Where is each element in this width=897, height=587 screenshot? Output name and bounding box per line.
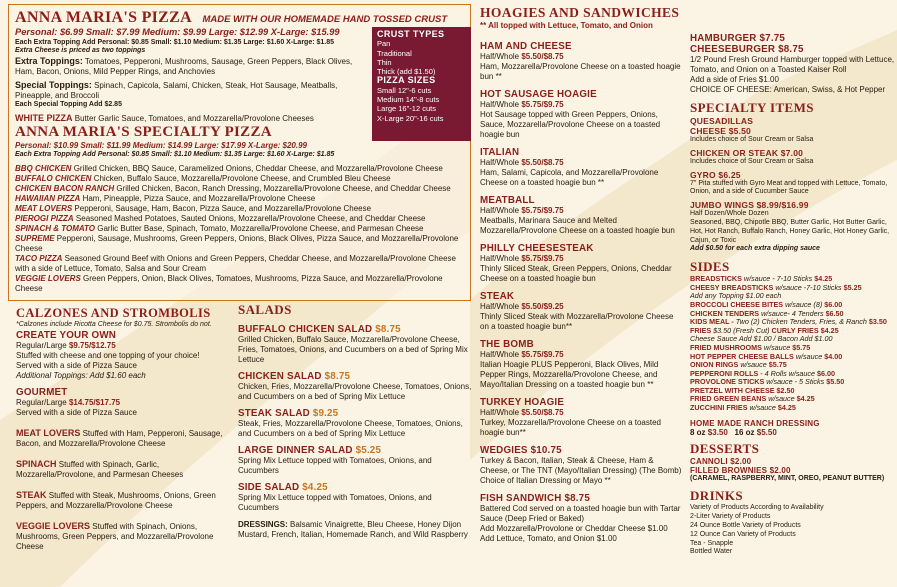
hoagie-size-price: [480, 158, 684, 168]
hoagie-desc: Thinly Sliced Steak with Mozzarella/Provolone Cheese on a toasted hoagie bun**: [480, 312, 674, 331]
calzones-title: CALZONES AND STROMBOLIS: [16, 306, 211, 320]
create-your-own-title: CREATE YOUR OWN: [16, 329, 117, 341]
salad-header: [238, 371, 474, 382]
hoagie-price: $5.75/$9.75: [521, 254, 564, 263]
hoagie-price: $5.50/$9.25: [521, 302, 564, 311]
hoagie-item: [480, 195, 684, 236]
specialty-pizza-item: [15, 274, 464, 294]
hoagie-name: STEAK: [480, 291, 515, 302]
side-note: - 4 Rolls w/sauce: [760, 368, 816, 378]
calzone-name: VEGGIE LOVERS: [16, 520, 91, 531]
specialty-items-title: SPECIALTY ITEMS: [690, 100, 814, 115]
specialty-pizza-name: BUFFALO CHICKEN: [15, 173, 92, 183]
fish-add-veg: Add Lettuce, Tomato, and Onion $1.00: [480, 534, 617, 543]
side-note: w/sauce (8): [785, 299, 823, 309]
pizza-tagline: MADE WITH OUR HOMEMADE HAND TOSSED CRUST: [202, 14, 448, 25]
side-price: $4.25: [796, 394, 815, 404]
ranch-16oz-price: $5.50: [756, 427, 777, 437]
salad-price: $5.25: [355, 445, 382, 456]
hoagie-desc: Ham, Salami, Capicola, and Mozzarella/Provolone Cheese on a toasted hoagie bun **: [480, 168, 659, 187]
brownies-price: $2.00: [769, 465, 791, 475]
crust-types-box: [372, 27, 471, 141]
calzone-item: [16, 521, 228, 552]
wedgies-name: WEDGIES: [480, 445, 528, 456]
create-side: Served with a side of Pizza Sauce: [16, 360, 137, 370]
ranch-title: HOME MADE RANCH DRESSING: [690, 418, 820, 428]
side-note: w/sauce - 7-10 Sticks: [743, 274, 813, 284]
side-name: HOT PEPPER CHEESE BALLS: [690, 351, 794, 361]
burger-cheese-choice: CHOICE OF CHEESE: American, Swiss, & Hot Pepper: [690, 85, 886, 94]
hoagie-desc: Meatballs, Marinara Sauce and Melted Mozzarella/Provolone Cheese on a toasted hoagie bun: [480, 216, 675, 235]
wedgies-price: $10.75: [530, 445, 562, 456]
salad-price: $8.75: [375, 324, 401, 335]
hoagie-name: HAM AND CHEESE: [480, 41, 572, 52]
drink-line: Tea - Snapple: [690, 539, 734, 547]
salad-desc: Chicken, Fries, Mozzarella/Provolone Cheese, Tomatoes, Onions, and Cucumbers on a bed of Spring Mix Lettuce: [238, 382, 472, 401]
salads-title: SALADS: [238, 302, 292, 317]
pizza-size: Medium 14"-8 cuts: [377, 95, 440, 105]
chicken-quesadilla-price: $7.00: [780, 147, 804, 158]
salad-item: [238, 482, 474, 513]
side-name: CHEESY BREADSTICKS: [690, 282, 774, 292]
hoagie-size: Half/Whole: [480, 52, 520, 61]
crust-type: Pan: [377, 39, 391, 49]
side-price: $6.00: [824, 299, 843, 309]
gyro-name: GYRO: [690, 169, 716, 180]
side-price: $6.50: [825, 308, 844, 318]
hoagie-size: Half/Whole: [480, 302, 520, 311]
salad-price: $9.25: [312, 408, 339, 419]
specialty-pizza-item: [15, 184, 464, 194]
hoagie-desc: Ham, Mozzarella/Provolone Cheese on a toasted hoagie bun **: [480, 62, 681, 81]
dressings-label: DRESSINGS:: [238, 520, 288, 529]
create-desc: Stuffed with cheese and one topping of your choice!: [16, 350, 200, 360]
side-item: [690, 404, 895, 413]
quesadillas-title: QUESADILLAS: [690, 116, 754, 126]
salad-price: $8.75: [324, 371, 351, 382]
calzone-desc: Stuffed with Ham, Pepperoni, Sausage, Bacon, and Mozzarella/Provolone Cheese: [16, 428, 223, 448]
salad-item: [238, 445, 474, 476]
specialty-pizza-name: PIEROGI PIZZA: [15, 213, 74, 223]
specialty-pizza-desc: Garlic Butter Base, Spinach, Tomato, Mozzarella/Provolone Cheese, and Parmesan Cheese: [97, 223, 424, 233]
special-toppings: Spinach, Capicola, Salami, Chicken, Steak, Hot Sausage, Meatballs, Pineapple, and Broccoli: [15, 81, 338, 101]
hamburger-price: $7.75: [759, 33, 786, 44]
drink-line: 2-Liter Variety of Products: [690, 513, 771, 521]
hoagie-desc: Italian Hoagie PLUS Pepperoni, Black Olives, Mild Pepper Rings, Mozzarella/Provolone Cheese, and Mayo/Italian Dressing on a toasted hoagie bun **: [480, 360, 659, 389]
salad-item: [238, 371, 474, 402]
side-name: ZUCCHINI FRIES: [690, 403, 748, 413]
hoagie-name: PHILLY CHEESESTEAK: [480, 243, 594, 254]
gyro-desc: 7" Pita stuffed with Gyro Meat and topped with Lettuce, Tomato, Onion, and a side of Cucumber Sauce: [690, 179, 888, 196]
side-price: $5.75: [768, 360, 787, 370]
extra-toppings: Tomatoes, Pepperoni, Mushrooms, Sausage, Green Peppers, Black Olives, Ham, Bacon, Onions, Mild Pepper Rings, and Anchovies: [15, 57, 353, 77]
hoagie-size-price: [480, 206, 684, 216]
salad-desc: Steak, Fries, Mozzarella/Provolone Cheese, Tomatoes, Onions, and Cucumbers on a bed of Spring Mix Lettuce: [238, 419, 463, 438]
pizza-topping-add: Each Extra Topping Add Personal: $0.85 Small: $1.10 Medium: $1.35 Large: $1.60 X-Large: $1.85: [15, 38, 335, 46]
chicken-quesadilla: CHICKEN OR STEAK: [690, 147, 779, 158]
drinks-list: [690, 504, 895, 557]
specialty-pizza-item: [15, 194, 464, 204]
pizza-header: [15, 9, 464, 27]
ranch-16oz: 16 oz: [734, 427, 755, 437]
side-price: $5.25: [843, 282, 862, 292]
hoagie-item: [480, 397, 684, 438]
side-note: w/sauce - 5 Sticks: [766, 377, 825, 387]
hoagie-name: HOT SAUSAGE HOAGIE: [480, 89, 597, 100]
create-price-label: Regular/Large: [16, 340, 67, 350]
burger-desc: 1/2 Pound Fresh Ground Hamburger topped with Lettuce, Tomato, and Onion on a Toasted Kaiser Roll: [690, 55, 895, 74]
fish-desc: Battered Cod served on a toasted hoagie bun with Tartar Sauce (Deep Fried or Baked): [480, 504, 681, 523]
hoagie-price: $5.50/$8.75: [521, 52, 564, 61]
fish-name: FISH SANDWICH: [480, 493, 562, 504]
cannoli-price: $2.00: [730, 456, 752, 466]
burger-fries: Add a side of Fries $1.00: [690, 75, 779, 84]
side-note: Two (2) Chicken Tenders, Fries, & Ranch: [735, 317, 867, 327]
drink-line: Variety of Products According to Availability: [690, 504, 824, 512]
salad-desc: Spring Mix Lettuce topped with Tomatoes, Onions, and Cucumbers: [238, 493, 432, 512]
ranch-8oz-price: $3.50: [707, 427, 728, 437]
hamburger-name: HAMBURGER: [690, 33, 757, 44]
specialty-pizza-name: SUPREME: [15, 233, 55, 243]
cannoli-name: CANNOLI: [690, 456, 728, 466]
hoagie-size-price: [480, 302, 684, 312]
specialty-pizza-list: [15, 164, 464, 294]
hoagie-size: Half/Whole: [480, 408, 520, 417]
wings-price: $8.99/$16.99: [756, 200, 809, 211]
calzone-item: [16, 428, 228, 449]
side-name: FRIED GREEN BEANS: [690, 394, 767, 404]
wings-size: Half Dozen/Whole Dozen: [690, 210, 769, 218]
specialty-pizza-item: [15, 254, 464, 274]
drink-line: 12 Ounce Can Variety of Products: [690, 530, 796, 538]
ranch-8oz: 8 oz: [690, 427, 706, 437]
hoagie-price: $5.75/$9.75: [521, 350, 564, 359]
specialty-pizza-desc: Seasoned Mashed Potatoes, Sauted Onions, Mozzarella/Provolone Cheese, and Cheddar Cheese: [75, 213, 426, 223]
hoagie-size: Half/Whole: [480, 158, 520, 167]
side-note: w/sauce -7-10 Sticks: [775, 282, 842, 292]
create-price: $9.75/$12.75: [68, 340, 116, 350]
calzone-item: [16, 490, 228, 511]
fish-price: $8.75: [564, 493, 590, 504]
pizza-title: ANNA MARIA'S PIZZA: [15, 9, 192, 26]
specialty-pizza-name: HAWAIIAN PIZZA: [15, 193, 81, 203]
side-name: FRIES: [690, 325, 712, 335]
side-price: $3.50: [868, 317, 887, 327]
cheese-quesadilla-price: $5.50: [728, 126, 751, 136]
pizza-prices-label: Personal:: [15, 27, 58, 37]
salad-item: [238, 324, 474, 365]
gourmet-title: GOURMET: [16, 386, 68, 398]
side-note: w/sauce: [795, 351, 823, 361]
salad-price: $4.25: [302, 482, 328, 493]
extra-toppings-label: Extra Toppings:: [15, 56, 83, 67]
side-name: ONION RINGS: [690, 360, 739, 370]
hoagie-size-price: [480, 52, 684, 62]
hoagie-desc: Hot Sausage topped with Green Peppers, Onions, Sauce, Mozzarella/Provolone Cheese on a toasted hoagie bun: [480, 110, 661, 139]
crust-type: Thin: [377, 57, 392, 67]
drink-line: Bottled Water: [690, 548, 733, 556]
special-topping-add: Each Special Topping Add $2.85: [15, 101, 122, 109]
wings-add: Add $0.50 for each extra dipping sauce: [690, 245, 820, 253]
wings-name: JUMBO WINGS: [690, 200, 755, 211]
side-note: Cheese Sauce Add $1.00 / Bacon Add $1.00: [690, 334, 833, 344]
salad-header: [238, 482, 474, 493]
salad-desc: Grilled Chicken, Buffalo Sauce, Mozzarella/Provolone Cheese, Fries, Tomatoes, Onions, and Cucumbers on a bed of Spring Mix Lettuce: [238, 335, 468, 364]
specialty-pizza-title: ANNA MARIA'S SPECIALTY PIZZA: [15, 123, 272, 140]
create-add: Additional Toppings: Add $1.60 each: [16, 370, 146, 380]
side-name: KIDS MEAL -: [690, 317, 734, 327]
wings-desc: Seasoned, BBQ, Chipotle BBQ, Butter Garlic, Hot Butter Garlic, Hot, Hot Ranch, Buffalo Ranch, Honey Garlic, Hot Honey Garlic, Cajun, or Toxic: [690, 218, 890, 244]
fish-add-cheese: Add Mozzarella/Provolone or Cheddar Cheese $1.00: [480, 524, 668, 533]
side-price: $6.00: [817, 368, 836, 378]
hoagie-name: THE BOMB: [480, 339, 534, 350]
hoagie-size-price: [480, 408, 684, 418]
specialty-pizza-name: SPINACH & TOMATO: [15, 223, 96, 233]
white-pizza-label: WHITE PIZZA: [15, 112, 73, 123]
salad-header: [238, 408, 474, 419]
salad-name: SIDE SALAD: [238, 482, 300, 493]
white-pizza-desc: Butter Garlic Sauce, Tomatoes, and Mozzarella/Provolone Cheeses: [74, 113, 314, 123]
specialty-pizza-desc: Chicken, Buffalo Sauce, Mozzarella/Provolone Cheese, and Crumbled Bleu Cheese: [93, 173, 391, 183]
salad-name: LARGE DINNER SALAD: [238, 445, 353, 456]
salad-item: [238, 408, 474, 439]
salad-name: STEAK SALAD: [238, 408, 310, 419]
specialty-pizza-item: [15, 204, 464, 214]
salad-desc: Spring Mix Lettuce topped with Tomatoes, Onions, and Cucumbers: [238, 456, 432, 475]
salad-name: BUFFALO CHICKEN SALAD: [238, 324, 373, 335]
chicken-quesadilla-desc: Includes choice of Sour Cream or Salsa: [690, 157, 814, 165]
specialty-pizza-prices: Personal: $10.99 Small: $11.99 Medium: $14.99 Large: $17.99 X-Large: $20.99: [15, 140, 308, 150]
hoagie-size: Half/Whole: [480, 254, 520, 263]
crust-type: Thick (add $1.50): [377, 67, 436, 77]
gourmet-price-label: Regular/Large: [16, 397, 67, 407]
hoagies-title: HOAGIES AND SANDWICHES: [480, 5, 680, 20]
drinks-title: DRINKS: [690, 488, 743, 504]
calzone-item: [16, 459, 228, 480]
specialty-pizza-item: [15, 164, 464, 174]
pizza-size: Small 12"-6 cuts: [377, 85, 432, 95]
side-note: w/sauce: [768, 394, 795, 404]
hoagies-subtitle: ** All topped with Lettuce, Tomato, and Onion: [480, 21, 653, 30]
side-name: PEPPERONI ROLLS: [690, 368, 759, 378]
side-note: w/sauce: [763, 342, 791, 352]
calzone-name: STEAK: [16, 489, 47, 500]
right-column: [690, 33, 895, 557]
hoagie-item: [480, 291, 684, 332]
gourmet-price: $14.75/$17.75: [68, 397, 121, 407]
gourmet-side: Served with a side of Pizza Sauce: [16, 407, 137, 417]
side-price: $4.25: [814, 274, 833, 284]
side-price: $4.25: [777, 403, 796, 413]
side-name: FRIED MUSHROOMS: [690, 342, 762, 352]
hoagie-price: $5.50/$8.75: [521, 408, 564, 417]
side-name: PRETZEL WITH CHEESE: [690, 385, 775, 395]
salad-header: [238, 445, 474, 456]
hoagie-price: $5.75/$9.75: [521, 100, 564, 109]
side-name: BREADSTICKS: [690, 274, 742, 284]
hoagie-size-price: [480, 350, 684, 360]
cheeseburger-price: $8.75: [778, 44, 804, 55]
specialty-pizza-desc: Grilled Chicken, Bacon, Ranch Dressing, Mozzarella/Provolone Cheese, and Cheddar Cheese: [116, 183, 451, 193]
hoagie-item: [480, 41, 684, 82]
pizza-section: [8, 4, 471, 301]
hoagie-name: ITALIAN: [480, 147, 520, 158]
cheese-quesadilla-desc: Includes choice of Sour Cream or Salsa: [690, 136, 814, 143]
specialty-pizza-desc: Green Peppers, Onion, Black Olives, Tomatoes, Mushrooms, Pizza Sauce, and Mozzarella/Provolone Cheese: [15, 273, 443, 293]
pizza-size: X-Large 20"-16 cuts: [377, 113, 444, 123]
specialty-pizza-desc: Grilled Chicken, BBQ Sauce, Caramelized Onions, Cheddar Cheese, and Mozzarella/Provolone Cheese: [73, 163, 443, 173]
specialty-pizza-name: TACO PIZZA: [15, 253, 63, 263]
hoagie-size: Half/Whole: [480, 206, 520, 215]
calzone-name: SPINACH: [16, 458, 57, 469]
specialty-pizza-desc: Ham, Pineapple, Pizza Sauce, and Mozzarella/Provolone Cheese: [82, 193, 316, 203]
cheese-quesadilla: CHEESE: [690, 126, 727, 136]
specialty-pizza-name: MEAT LOVERS: [15, 203, 73, 213]
specialty-pizza-desc: Pepperoni, Sausage, Mushrooms, Green Peppers, Onions, Black Olives, Pizza Sauce, and Mozzarella/Provolone Cheese: [15, 233, 459, 253]
salad-header: [238, 324, 474, 335]
salad-name: CHICKEN SALAD: [238, 371, 322, 382]
specialty-pizza-item: [15, 234, 464, 254]
calzone-name: MEAT LOVERS: [16, 427, 81, 438]
specialty-pizza-name: BBQ CHICKEN: [15, 163, 72, 173]
hoagie-item: [480, 147, 684, 188]
pizza-sizes-title: PIZZA SIZES: [377, 75, 436, 86]
side-note: w/sauce- 4 Tenders: [761, 308, 824, 318]
hoagie-size: Half/Whole: [480, 100, 520, 109]
hoagie-name: MEATBALL: [480, 195, 535, 206]
hoagie-size: Half/Whole: [480, 350, 520, 359]
specialty-topping-add: Each Extra Topping Add Personal: $0.85 Small: $1.10 Medium: $1.35 Large: $1.60 X-Large: $1.85: [15, 150, 335, 158]
salads-section: [238, 302, 474, 540]
brownies-name: FILLED BROWNIES: [690, 465, 768, 475]
side-price: CURLY FRIES $4.25: [771, 325, 839, 335]
specialty-pizza-item: [15, 174, 464, 184]
brownies-flavors: (CARAMEL, RASPBERRY, MINT, OREO, PEANUT BUTTER): [690, 474, 885, 482]
side-note: $3.50 (Fresh Cut): [713, 325, 770, 335]
side-note: Add any Topping $1.00 each: [690, 291, 782, 301]
side-note: w/sauce: [749, 403, 776, 413]
specialty-pizza-desc: Seasoned Ground Beef with Onions and Green Peppers, Cheddar Cheese, and Mozzarella/Provolone Cheese with a side of Lettuce, Tomato, Salsa and Sour Cream: [15, 253, 456, 273]
side-note: w/sauce: [740, 360, 767, 370]
hoagie-item: [480, 89, 684, 140]
specialty-pizza-item: [15, 214, 464, 224]
salad-list: [238, 324, 474, 513]
side-name: PROVOLONE STICKS: [690, 377, 765, 387]
dressings: Balsamic Vinaigrette, Bleu Cheese, Honey Dijon Mustard, French, Italian, Homemade Ranch, and Wild Raspberry: [238, 520, 468, 539]
sides-list: [690, 275, 895, 413]
hoagies-section: [480, 5, 684, 544]
hoagie-desc: Thinly Sliced Steak, Green Peppers, Onions, Cheddar Cheese on a toasted hoagie bun: [480, 264, 672, 283]
special-toppings-label: Special Toppings:: [15, 80, 92, 91]
specialty-pizza-item: [15, 224, 464, 234]
specialty-pizza-name: VEGGIE LOVERS: [15, 273, 81, 283]
specialty-pizza-desc: Pepperoni, Sausage, Ham, Bacon, Pizza Sauce, and Mozzarella/Provolone Cheese: [74, 203, 372, 213]
specialty-pizza-name: CHICKEN BACON RANCH: [15, 183, 115, 193]
hoagie-item: [480, 243, 684, 284]
side-price: $5.50: [826, 377, 845, 387]
hoagie-price: $5.50/$8.75: [521, 158, 564, 167]
pizza-size: Large 16"-12 cuts: [377, 104, 436, 114]
cheeseburger-name: CHEESEBURGER: [690, 44, 776, 55]
wedgies-desc: Turkey & Bacon, Italian, Steak & Cheese, Ham & Cheese, or The TNT (Mayo/Italian Dressing) (The Bomb) Choice of Italian Dressing or Mayo **: [480, 456, 682, 485]
crust-types-title: CRUST TYPES: [377, 29, 445, 39]
hoagie-item: [480, 339, 684, 390]
calzone-list: [16, 428, 228, 552]
side-name: CHICKEN TENDERS: [690, 308, 760, 318]
hoagie-desc: Turkey, Mozzarella/Provolone Cheese on a toasted hoagie bun**: [480, 418, 661, 437]
gyro-price: $6.25: [718, 169, 741, 180]
drink-line: 24 Ounce Bottle Variety of Products: [690, 522, 801, 530]
pizza-prices: $6.99 Small: $7.99 Medium: $9.99 Large: $12.99 X-Large: $15.99: [59, 27, 340, 37]
calzone-desc: Stuffed with Spinach, Garlic, Mozzarella/Provolone, and Parmesan Cheeses: [16, 459, 184, 479]
side-name: BROCCOLI CHEESE BITES: [690, 299, 784, 309]
hoagie-list: [480, 41, 684, 438]
side-price: $5.75: [792, 342, 811, 352]
calzones-section: [16, 306, 228, 552]
crust-type: Traditional: [377, 48, 412, 58]
calzones-note: *Calzones include Ricotta Cheese for $0.75. Strombolis do not.: [16, 321, 212, 328]
hoagie-size-price: [480, 254, 684, 264]
hoagie-price: $5.75/$9.75: [521, 206, 564, 215]
hoagie-size-price: [480, 100, 684, 110]
calzone-desc: Stuffed with Steak, Mushrooms, Onions, Green Peppers, and Mozzarella/Provolone Cheese: [16, 490, 216, 510]
pizza-extra-cheese: Extra Cheese is priced as two toppings: [15, 47, 146, 55]
hoagie-name: TURKEY HOAGIE: [480, 397, 565, 408]
calzone-desc: Stuffed with Spinach, Onions, Mushrooms, Green Peppers, and Mozzarella/Provolone Cheese: [16, 521, 214, 551]
desserts-title: DESSERTS: [690, 440, 760, 456]
side-price: $2.50: [776, 385, 795, 395]
side-price: $4.00: [824, 351, 843, 361]
sides-title: SIDES: [690, 259, 730, 275]
